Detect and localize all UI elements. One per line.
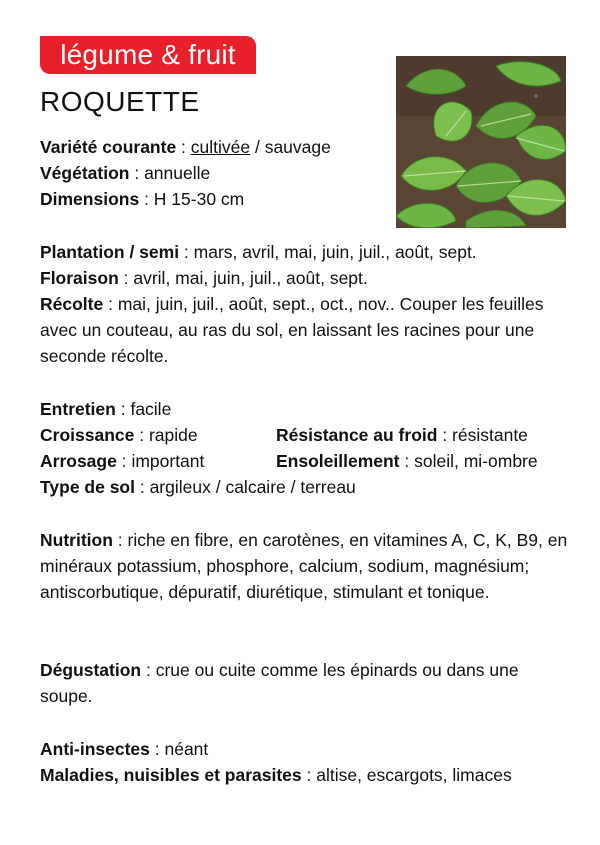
maladies-value: altise, escargots, limaces — [316, 765, 512, 785]
nutrition-value: riche en fibre, en carotènes, en vitamines A, C, K, B9, en minéraux potassium, phosphore, calcium, sodium, magnésium; antiscorbutique, dépuratif, diurétique, stimulant et tonique. — [40, 530, 568, 602]
degustation-paragraph — [40, 657, 570, 709]
variete-value-cultivee: cultivée — [190, 137, 251, 157]
recolte-value: mai, juin, juil., août, sept., oct., nov.. Couper les feuilles avec un couteau, au ras du sol, en laissant les racines pour une seconde récolte. — [40, 294, 544, 366]
page-title: ROQUETTE — [40, 86, 200, 117]
vegetation-label: Végétation — [40, 163, 130, 183]
type-sol-value: argileux / calcaire / terreau — [149, 477, 356, 497]
vegetation-value: annuelle — [144, 163, 211, 183]
ensoleillement-sep: : — [399, 451, 415, 471]
anti-insectes-line — [40, 736, 208, 762]
entretien-sep: : — [115, 399, 131, 419]
variete-sep: : — [176, 137, 191, 157]
anti-insectes-label: Anti-insectes — [40, 739, 150, 759]
variete-value-rest: / sauvage — [250, 137, 331, 157]
nutrition-paragraph — [40, 527, 570, 605]
recolte-label: Récolte — [40, 294, 104, 314]
plantation-line — [40, 239, 477, 265]
resistance-sep: : — [437, 425, 453, 445]
type-sol-line — [40, 474, 356, 500]
floraison-line — [40, 265, 368, 291]
plantation-value: mars, avril, mai, juin, juil., août, sept. — [193, 242, 477, 262]
variete-line — [40, 134, 331, 160]
vegetation-sep: : — [129, 163, 145, 183]
recolte-sep: : — [103, 294, 118, 314]
plantation-sep: : — [179, 242, 194, 262]
recolte-paragraph — [40, 291, 570, 369]
entretien-label: Entretien — [40, 399, 116, 419]
degustation-value: crue ou cuite comme les épinards ou dans une soupe. — [40, 660, 519, 706]
croissance-value: rapide — [148, 425, 198, 445]
arrosage-sep: : — [116, 451, 132, 471]
croissance-label: Croissance — [40, 425, 135, 445]
entretien-value: facile — [130, 399, 172, 419]
type-sol-sep: : — [134, 477, 150, 497]
dimensions-sep: : — [139, 189, 154, 209]
ensoleillement-value: soleil, mi-ombre — [414, 451, 538, 471]
entretien-line — [40, 396, 171, 422]
croissance-line — [40, 422, 198, 448]
dimensions-value: H 15-30 cm — [153, 189, 245, 209]
maladies-label: Maladies, nuisibles et parasites — [40, 765, 302, 785]
arrosage-line — [40, 448, 204, 474]
floraison-sep: : — [118, 268, 134, 288]
ensoleillement-line — [276, 448, 538, 474]
ensoleillement-label: Ensoleillement — [276, 451, 400, 471]
floraison-label: Floraison — [40, 268, 119, 288]
resistance-label: Résistance au froid — [276, 425, 438, 445]
maladies-line — [40, 762, 512, 788]
floraison-value: avril, mai, juin, juil., août, sept. — [133, 268, 368, 288]
nutrition-sep: : — [112, 530, 128, 550]
arugula-plant-photo — [396, 56, 566, 228]
category-tag: légume & fruit — [40, 36, 256, 74]
vegetation-line — [40, 160, 210, 186]
anti-insectes-sep: : — [149, 739, 165, 759]
nutrition-label: Nutrition — [40, 530, 113, 550]
variete-label: Variété courante — [40, 137, 177, 157]
degustation-label: Dégustation — [40, 660, 142, 680]
arrosage-value: important — [131, 451, 205, 471]
croissance-sep: : — [134, 425, 149, 445]
dimensions-label: Dimensions — [40, 189, 140, 209]
resistance-line — [276, 422, 528, 448]
type-sol-label: Type de sol — [40, 477, 135, 497]
maladies-sep: : — [301, 765, 317, 785]
degustation-sep: : — [141, 660, 156, 680]
arrosage-label: Arrosage — [40, 451, 117, 471]
resistance-value: résistante — [452, 425, 528, 445]
anti-insectes-value: néant — [164, 739, 209, 759]
dimensions-line — [40, 186, 244, 212]
plantation-label: Plantation / semi — [40, 242, 180, 262]
